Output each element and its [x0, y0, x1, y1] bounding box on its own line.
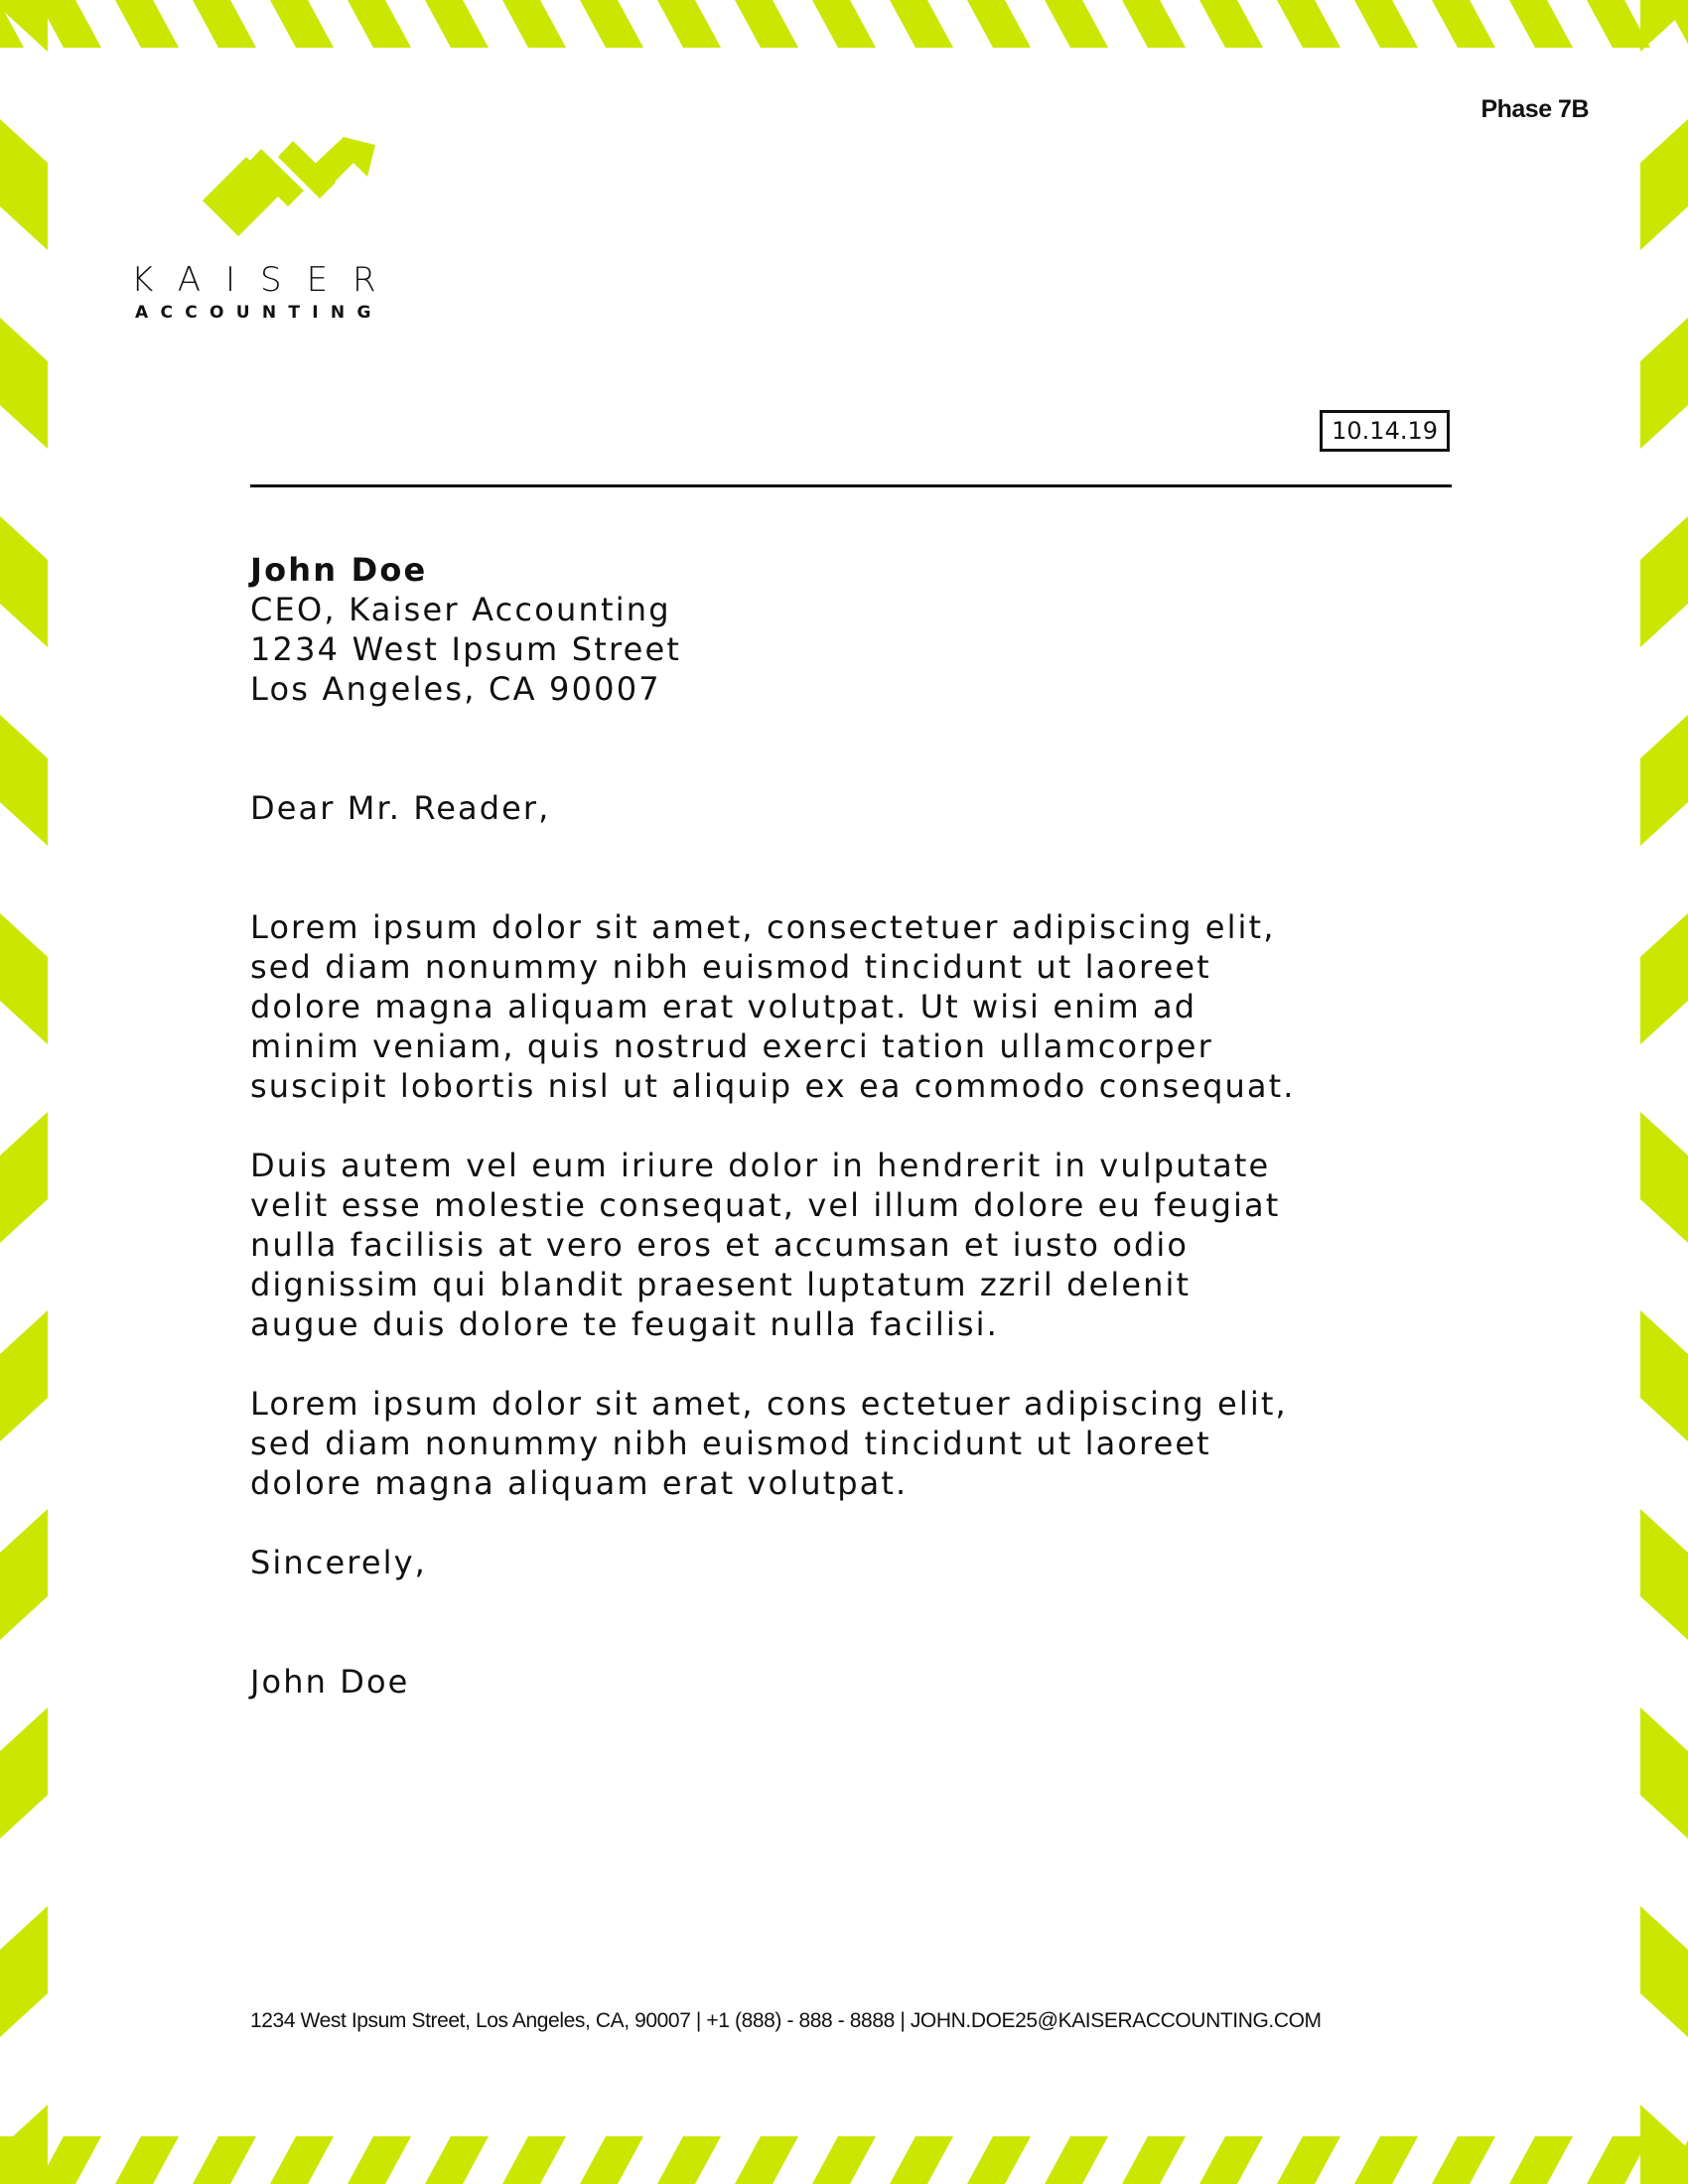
border-stripe: [657, 2136, 721, 2184]
body-paragraph: Lorem ipsum dolor sit amet, cons ectetuer adipiscing elit, sed diam nonummy nibh euismod tincidunt ut laoreet dolore magna aliquam erat volutpat.: [250, 1385, 1288, 1502]
border-stripe: [890, 2136, 953, 2184]
border-stripe: [0, 2105, 48, 2184]
recipient-name: John Doe: [250, 551, 428, 589]
border-stripe: [1045, 2136, 1108, 2184]
border-stripe: [1640, 715, 1688, 846]
border-stripe: [502, 0, 566, 48]
border-stripe: [0, 119, 48, 250]
border-stripe: [270, 0, 334, 48]
border-stripe: [1354, 0, 1418, 48]
border-stripe: [193, 0, 256, 48]
border-stripe: [1277, 2136, 1340, 2184]
arrows-up-right-icon: [195, 131, 383, 240]
body-paragraph: Lorem ipsum dolor sit amet, consectetuer adipiscing elit, sed diam nonummy nibh euismod tincidunt ut laoreet dolore magna aliquam erat volutpat. Ut wisi enim ad minim veniam, quis nostrud exerci tation ullamcorper suscipit lobortis nisl ut aliquip ex ea commodo consequat.: [250, 908, 1296, 1105]
border-stripe: [0, 1707, 48, 1839]
border-stripe: [1640, 1310, 1688, 1441]
body-paragraph: Duis autem vel eum iriure dolor in hendrerit in vulputate velit esse molestie consequat, vel illum dolore eu feugiat nulla facilisis at vero eros et accumsan et iusto odio dignissim qui blandit praesent luptatum zzril delenit augue duis dolore te feugait nulla facilisi.: [250, 1147, 1281, 1343]
phase-label: Phase 7B: [1480, 95, 1589, 123]
border-stripe: [0, 516, 48, 647]
border-stripe: [1199, 2136, 1263, 2184]
border-stripe: [425, 2136, 489, 2184]
border-stripe: [1432, 0, 1495, 48]
border-stripe: [735, 2136, 798, 2184]
border-stripe: [193, 2136, 256, 2184]
border-stripe: [115, 2136, 179, 2184]
border-stripe: [1199, 0, 1263, 48]
border-stripe: [1122, 0, 1186, 48]
border-stripe: [0, 318, 48, 449]
recipient-city: Los Angeles, CA 90007: [250, 670, 661, 708]
border-stripe: [425, 0, 489, 48]
border-stripe: [580, 0, 643, 48]
border-stripe: [1354, 2136, 1418, 2184]
border-stripe: [1640, 2105, 1688, 2184]
border-stripe: [348, 0, 411, 48]
logo-subtitle: ACCOUNTING: [135, 303, 383, 323]
border-stripe: [1277, 0, 1340, 48]
border-stripe: [0, 1509, 48, 1640]
border-stripe: [1640, 1707, 1688, 1839]
border-stripe: [1640, 318, 1688, 449]
letter-date: 10.14.19: [1320, 410, 1450, 452]
recipient-title: CEO, Kaiser Accounting: [250, 591, 671, 628]
border-stripe: [1509, 2136, 1573, 2184]
border-stripe: [967, 2136, 1031, 2184]
border-stripe: [348, 2136, 411, 2184]
border-stripe: [502, 2136, 566, 2184]
border-stripe: [0, 1112, 48, 1243]
border-stripe: [0, 913, 48, 1044]
divider: [250, 484, 1452, 487]
closing: Sincerely,: [250, 1544, 427, 1581]
salutation: Dear Mr. Reader,: [250, 789, 551, 827]
border-stripe: [0, 1310, 48, 1441]
border-stripe: [1045, 0, 1108, 48]
border-stripe: [812, 2136, 876, 2184]
border-stripe: [1640, 1906, 1688, 2037]
border-stripe: [1640, 119, 1688, 250]
border-stripe: [657, 0, 721, 48]
border-stripe: [1640, 1112, 1688, 1243]
recipient-block: [250, 550, 1442, 709]
border-stripe: [1122, 2136, 1186, 2184]
border-stripe: [1509, 0, 1573, 48]
border-stripe: [0, 715, 48, 846]
border-stripe: [0, 1906, 48, 2037]
border-stripe: [115, 0, 179, 48]
border-stripe: [967, 0, 1031, 48]
footer-contact: 1234 West Ipsum Street, Los Angeles, CA, 90007 | +1 (888) - 888 - 8888 | JOHN.DOE25@KAISERACCOUNTING.COM: [250, 2009, 1322, 2032]
border-stripe: [1640, 913, 1688, 1044]
signature: John Doe: [250, 1663, 410, 1701]
border-stripe: [735, 0, 798, 48]
border-stripe: [1640, 1509, 1688, 1640]
border-stripe: [812, 0, 876, 48]
recipient-street: 1234 West Ipsum Street: [250, 630, 682, 668]
border-stripe: [890, 0, 953, 48]
border-stripe: [270, 2136, 334, 2184]
border-stripe: [580, 2136, 643, 2184]
logo-wordmark: KAISER: [131, 260, 401, 300]
border-stripe: [1640, 516, 1688, 647]
border-stripe: [1432, 2136, 1495, 2184]
